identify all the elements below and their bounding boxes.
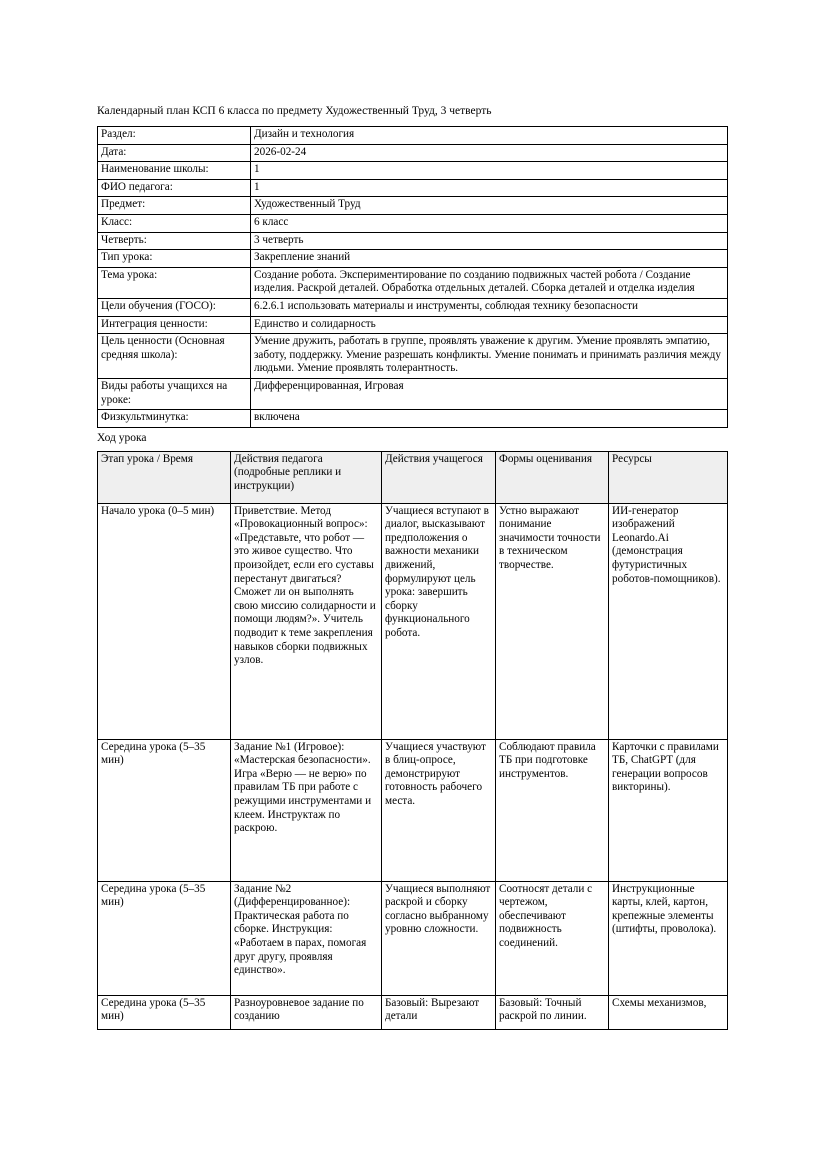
table-row [98,162,728,180]
info-label: Наименование школы: [98,162,251,180]
info-label: Цели обучения (ГОСО): [98,298,251,316]
cell-assessment-forms: Соотносят детали с чертежом, обеспечивают подвижность соединений. [496,881,609,995]
cell-assessment-forms: Соблюдают правила ТБ при подготовке инструментов. [496,739,609,881]
lesson-flow-table [97,451,728,1030]
info-label: Предмет: [98,197,251,215]
cell-student-actions: Базовый: Вырезают детали [382,995,496,1029]
cell-teacher-actions: Приветствие. Метод «Провокационный вопрос»: «Представьте, что робот — это живое существо. Что произойдет, если его суставы перестанут двигаться? Сможет ли он выполнять свою миссию солидарности и помощи людям?». Учитель подводит к теме закрепления навыков сборки подвижных узлов. [231,503,382,739]
table-row [98,232,728,250]
table-row [98,316,728,334]
info-label: Класс: [98,214,251,232]
table-row [98,881,728,995]
info-label: Интеграция ценности: [98,316,251,334]
table-header-row [98,451,728,503]
info-value: Умение дружить, работать в группе, проявлять уважение к другим. Умение проявлять эмпатию, заботу, поддержку. Умение разрешать конфликты. Умение понимать и принимать различия между людьми. Умение проявлять толерантность. [251,334,728,379]
lesson-info-body [98,127,728,428]
section-heading-lesson-flow: Ход урока [97,431,147,444]
info-label: Раздел: [98,127,251,145]
info-label: Тип урока: [98,250,251,268]
table-row [98,179,728,197]
info-label: Дата: [98,144,251,162]
cell-assessment-forms: Устно выражают понимание значимости точности в техническом творчестве. [496,503,609,739]
cell-stage: Середина урока (5–35 мин) [98,881,231,995]
info-value: Единство и солидарность [251,316,728,334]
cell-teacher-actions: Задание №1 (Игровое): «Мастерская безопасности». Игра «Верю — не верю» по правилам ТБ при работе с режущими инструментами и клеем. Инструктаж по раскрою. [231,739,382,881]
info-value: 1 [251,162,728,180]
table-row [98,334,728,379]
table-row [98,995,728,1029]
cell-assessment-forms: Базовый: Точный раскрой по линии. [496,995,609,1029]
cell-student-actions: Учащиеся вступают в диалог, высказывают предположения о важности механики движений, формулируют цель урока: завершить сборку функционального робота. [382,503,496,739]
column-header-teacher-actions: Действия педагога (подробные реплики и инструкции) [231,451,382,503]
cell-student-actions: Учащиеся выполняют раскрой и сборку согласно выбранному уровню сложности. [382,881,496,995]
lesson-flow-body [98,503,728,1029]
table-row [98,127,728,145]
info-label: Тема урока: [98,267,251,298]
column-header-student-actions: Действия учащегося [382,451,496,503]
table-row [98,298,728,316]
cell-stage: Начало урока (0–5 мин) [98,503,231,739]
page-title: Календарный план КСП 6 класса по предмету Художественный Труд, 3 четверть [97,105,492,117]
cell-resources: ИИ-генератор изображений Leonardo.Ai (демонстрация футуристичных роботов-помощников). [609,503,728,739]
table-row [98,197,728,215]
info-value: Художественный Труд [251,197,728,215]
info-value: Закрепление знаний [251,250,728,268]
info-label: Цель ценности (Основная средняя школа): [98,334,251,379]
cell-resources: Схемы механизмов, [609,995,728,1029]
info-value: 6 класс [251,214,728,232]
info-value: 2026-02-24 [251,144,728,162]
info-label: Виды работы учащихся на уроке: [98,378,251,409]
info-value: Дизайн и технология [251,127,728,145]
table-row [98,214,728,232]
info-value: 3 четверть [251,232,728,250]
table-row [98,250,728,268]
table-row [98,503,728,739]
cell-stage: Середина урока (5–35 мин) [98,739,231,881]
cell-stage: Середина урока (5–35 мин) [98,995,231,1029]
cell-teacher-actions: Задание №2 (Дифференцированное): Практическая работа по сборке. Инструкция: «Работаем в парах, помогая друг другу, проявляя единство». [231,881,382,995]
lesson-flow-header [98,451,728,503]
info-label: Четверть: [98,232,251,250]
table-row [98,144,728,162]
table-row [98,739,728,881]
info-value: 1 [251,179,728,197]
column-header-resources: Ресурсы [609,451,728,503]
column-header-assessment-forms: Формы оценивания [496,451,609,503]
cell-student-actions: Учащиеся участвуют в блиц-опросе, демонстрируют готовность рабочего места. [382,739,496,881]
info-value: включена [251,410,728,428]
cell-teacher-actions: Разноуровневое задание по созданию [231,995,382,1029]
column-header-stage: Этап урока / Время [98,451,231,503]
info-label: ФИО педагога: [98,179,251,197]
info-label: Физкультминутка: [98,410,251,428]
page-content [97,104,727,1030]
info-value: Создание робота. Экспериментирование по созданию подвижных частей робота / Создание изделия. Раскрой деталей. Обработка отдельных деталей. Сборка деталей и отделка изделия [251,267,728,298]
info-value: Дифференцированная, Игровая [251,378,728,409]
table-row [98,267,728,298]
cell-resources: Карточки с правилами ТБ, ChatGPT (для генерации вопросов викторины). [609,739,728,881]
table-row [98,378,728,409]
info-value: 6.2.6.1 использовать материалы и инструменты, соблюдая технику безопасности [251,298,728,316]
table-row [98,410,728,428]
lesson-info-table [97,126,728,428]
cell-resources: Инструкционные карты, клей, картон, крепежные элементы (штифты, проволока). [609,881,728,995]
